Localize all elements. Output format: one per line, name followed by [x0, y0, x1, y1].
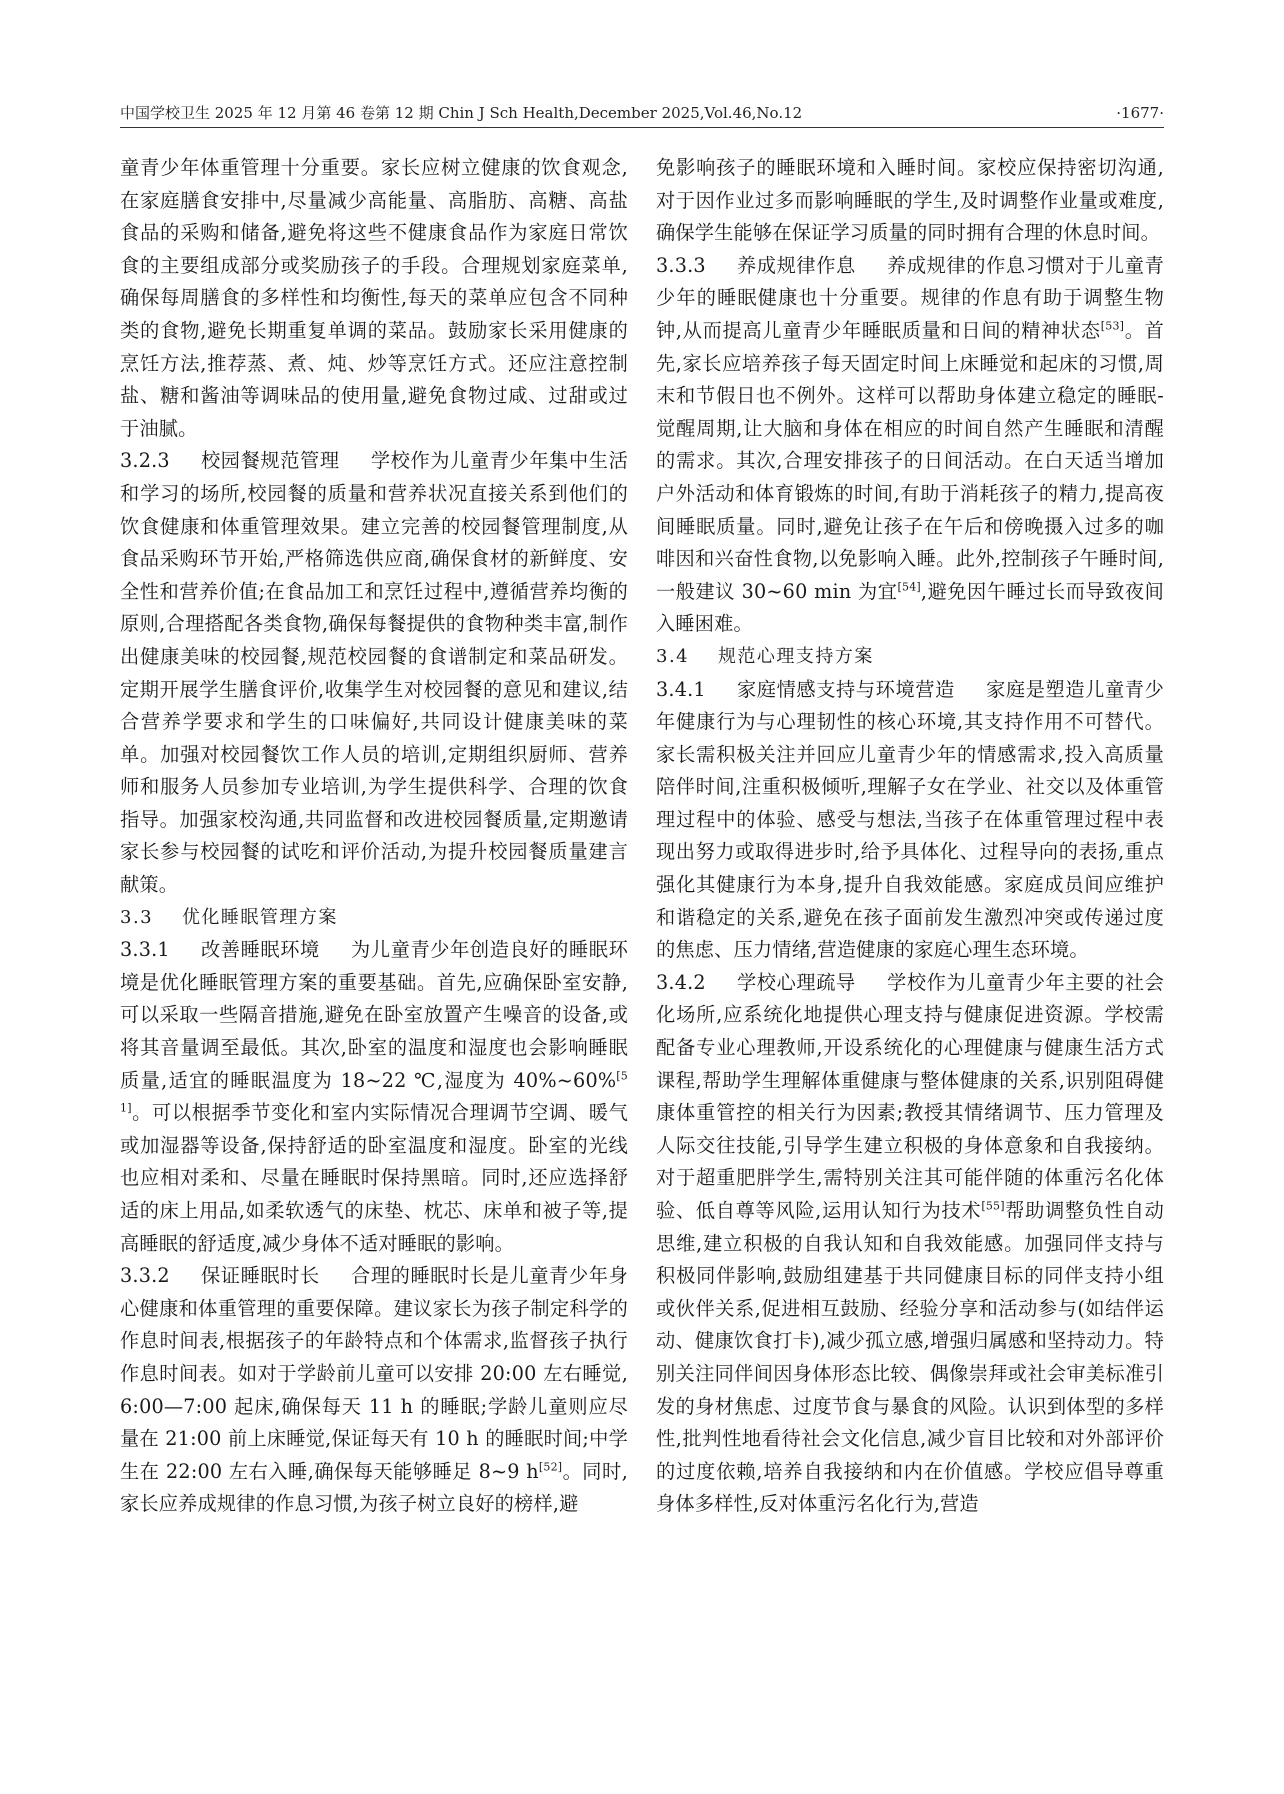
section-title: 优化睡眠管理方案 [181, 906, 338, 928]
subsection-paragraph [120, 1260, 628, 1521]
paragraph: 童青少年体重管理十分重要。家长应树立健康的饮食观念,在家庭膳食安排中,尽量减少高能量、高脂肪、高糖、高盐食品的采购和储备,避免将这些不健康食品作为家庭日常饮食的主要组成部分或奖励孩子的手段。合理规划家庭菜单,确保每周膳食的多样性和均衡性,每天的菜单应包含不同种类的食物,避免长期重复单调的菜品。鼓励家长采用健康的烹饪方法,推荐蒸、煮、炖、炒等烹饪方式。还应注意控制盐、糖和酱油等调味品的使用量,避免食物过咸、过甜或过于油腻。 [120, 156, 628, 440]
paragraph-text: 学校作为儿童青少年主要的社会化场所,应系统化地提供心理支持与健康促进资源。学校需配备专业心理教师,开设系统化的心理健康与健康生活方式课程,帮助学生理解体重健康与整体健康的关系,识别阻碍健康体重管控的相关行为因素;教授其情绪调节、压力管理及人际交往技能,引导学生建立积极的身体意象和自我接纳。对于超重肥胖学生,需特别关注其可能伴随的体重污名化体验、低自尊等风险,运用认知行为技术 [656, 970, 1164, 1222]
subsection-paragraph [120, 445, 628, 901]
section-heading [120, 902, 628, 935]
right-column [656, 152, 1164, 1652]
paragraph-text: 养成规律的作息习惯对于儿童青少年的睡眠健康也十分重要。规律的作息有助于调整生物钟,从而提高儿童青少年睡眠质量和日间的精神状态 [656, 253, 1164, 342]
citation-ref: [55] [981, 1199, 1005, 1213]
section-heading [656, 641, 1164, 674]
citation-ref: [51] [120, 1069, 628, 1115]
subsection-paragraph [656, 674, 1164, 967]
paragraph-text: 学校作为儿童青少年集中生活和学习的场所,校园餐的质量和营养状况直接关系到他们的饮食健康和体重管理效果。建立完善的校园餐管理制度,从食品采购环节开始,严格筛选供应商,确保食材的新鲜度、安全性和营养价值;在食品加工和烹饪过程中,遵循营养均衡的原则,合理搭配各类食物,确保每餐提供的食物种类丰富,制作出健康美味的校园餐,规范校园餐的食谱制定和菜品研发。定期开展学生膳食评价,收集学生对校园餐的意见和建议,结合营养学要求和学生的口味偏好,共同设计健康美味的菜单。加强对校园餐饮工作人员的培训,定期组织厨师、营养师和服务人员参加专业培训,为学生提供科学、合理的饮食指导。加强家校沟通,共同监督和改进校园餐质量,定期邀请家长参与校园餐的试吃和评价活动,为提升校园餐质量建言献策。 [120, 449, 628, 897]
subsection-number: 3.4.2 [656, 970, 706, 994]
subsection-title: 保证睡眠时长 [200, 1264, 320, 1288]
subsection-title: 校园餐规范管理 [200, 449, 340, 473]
subsection-title: 学校心理疏导 [736, 970, 856, 994]
running-header [120, 100, 1164, 126]
subsection-paragraph [120, 934, 628, 1260]
journal-citation: 中国学校卫生 2025 年 12 月第 46 卷第 12 期 Chin J Sch Health,December 2025,Vol.46,No.12 [120, 104, 803, 122]
subsection-title: 养成规律作息 [736, 253, 856, 277]
paragraph-text: 。可以根据季节变化和室内实际情况合理调节空调、暖气或加湿器等设备,保持舒适的卧室温度和湿度。卧室的光线也应相对柔和、尽量在睡眠时保持黑暗。同时,还应选择舒适的床上用品,如柔软透气的床垫、枕芯、床单和被子等,提高睡眠的舒适度,减少身体不适对睡眠的影响。 [120, 1101, 628, 1255]
citation-ref: [53] [1100, 319, 1125, 333]
header-rule [120, 127, 1164, 128]
subsection-title: 改善睡眠环境 [200, 938, 320, 962]
paragraph-text: 。首先,家长应培养孩子每天固定时间上床睡觉和起床的习惯,周末和节假日也不例外。这样可以帮助身体建立稳定的睡眠-觉醒周期,让大脑和身体在相应的时间自然产生睡眠和清醒的需求。其次,合理安排孩子的日间活动。在白天适当增加户外活动和体育锻炼的时间,有助于消耗孩子的精力,提高夜间睡眠质量。同时,避免让孩子在午后和傍晚摄入过多的咖啡因和兴奋性食物,以免影响入睡。此外,控制孩子午睡时间,一般建议 30~60 min 为宜 [656, 318, 1164, 603]
section-number: 3.3 [120, 906, 154, 928]
paragraph-text: 为儿童青少年创造良好的睡眠环境是优化睡眠管理方案的重要基础。首先,应确保卧室安静,可以采取一些隔音措施,避免在卧室放置产生噪音的设备,或将其音量调至最低。其次,卧室的温度和湿度也会影响睡眠质量,适宜的睡眠温度为 18~22 ℃,湿度为 40%~60% [120, 938, 628, 1092]
left-column [120, 152, 628, 1652]
paragraph-text: 。同时,家长应养成规律的作息习惯,为孩子树立良好的榜样,避 [120, 1459, 628, 1516]
subsection-number: 3.3.1 [120, 938, 170, 962]
subsection-paragraph [656, 967, 1164, 1521]
section-number: 3.4 [656, 645, 690, 667]
paragraph: 免影响孩子的睡眠环境和入睡时间。家校应保持密切沟通,对于因作业过多而影响睡眠的学生,及时调整作业量或难度,确保学生能够在保证学习质量的同时拥有合理的休息时间。 [656, 156, 1164, 245]
paragraph-text: 家庭是塑造儿童青少年健康行为与心理韧性的核心环境,其支持作用不可替代。家长需积极关注并回应儿童青少年的情感需求,投入高质量陪伴时间,注重积极倾听,理解子女在学业、社交以及体重管理过程中的体验、感受与想法,当孩子在体重管理过程中表现出努力或取得进步时,给予具体化、过程导向的表扬,重点强化其健康行为本身,提升自我效能感。家庭成员间应维护和谐稳定的关系,避免在孩子面前发生激烈冲突或传递过度的焦虑、压力情绪,营造健康的家庭心理生态环境。 [656, 677, 1164, 962]
citation-ref: [54] [897, 580, 921, 594]
subsection-paragraph [656, 250, 1164, 641]
page-number: ·1677· [1116, 104, 1164, 122]
subsection-number: 3.4.1 [656, 677, 706, 701]
subsection-number: 3.2.3 [120, 449, 170, 473]
section-title: 规范心理支持方案 [717, 645, 874, 667]
paragraph-text: 合理的睡眠时长是儿童青少年身心健康和体重管理的重要保障。建议家长为孩子制定科学的作息时间表,根据孩子的年龄特点和个体需求,监督孩子执行作息时间表。如对于学龄前儿童可以安排 20:00 左右睡觉,6:00—7:00 起床,确保每天 11 h 的睡眠;学龄儿童则应尽量在 21:00 前上床睡觉,保证每天有 10 h 的睡眠时间;中学生在 22:00 左右入睡,确保每天能够睡足 8~9 h [120, 1264, 628, 1483]
subsection-title: 家庭情感支持与环境营造 [736, 677, 955, 701]
subsection-number: 3.3.2 [120, 1264, 170, 1288]
subsection-number: 3.3.3 [656, 253, 706, 277]
paragraph-text: 帮助调整负性自动思维,建立积极的自我认知和自我效能感。加强同伴支持与积极同伴影响,鼓励组建基于共同健康目标的同伴支持小组或伙伴关系,促进相互鼓励、经验分享和活动参与(如结伴运动、健康饮食打卡),减少孤立感,增强归属感和坚持动力。特别关注同伴间因身体形态比较、偶像崇拜或社会审美标准引发的身材焦虑、过度节食与暴食的风险。认识到体型的多样性,批判性地看待社会文化信息,减少盲目比较和对外部评价的过度依赖,培养自我接纳和内在价值感。学校应倡导尊重身体多样性,反对体重污名化行为,营造 [656, 1199, 1164, 1516]
paragraph-text: ,避免因午睡过长而导致夜间入睡困难。 [656, 579, 1164, 636]
citation-ref: [52] [538, 1460, 563, 1474]
